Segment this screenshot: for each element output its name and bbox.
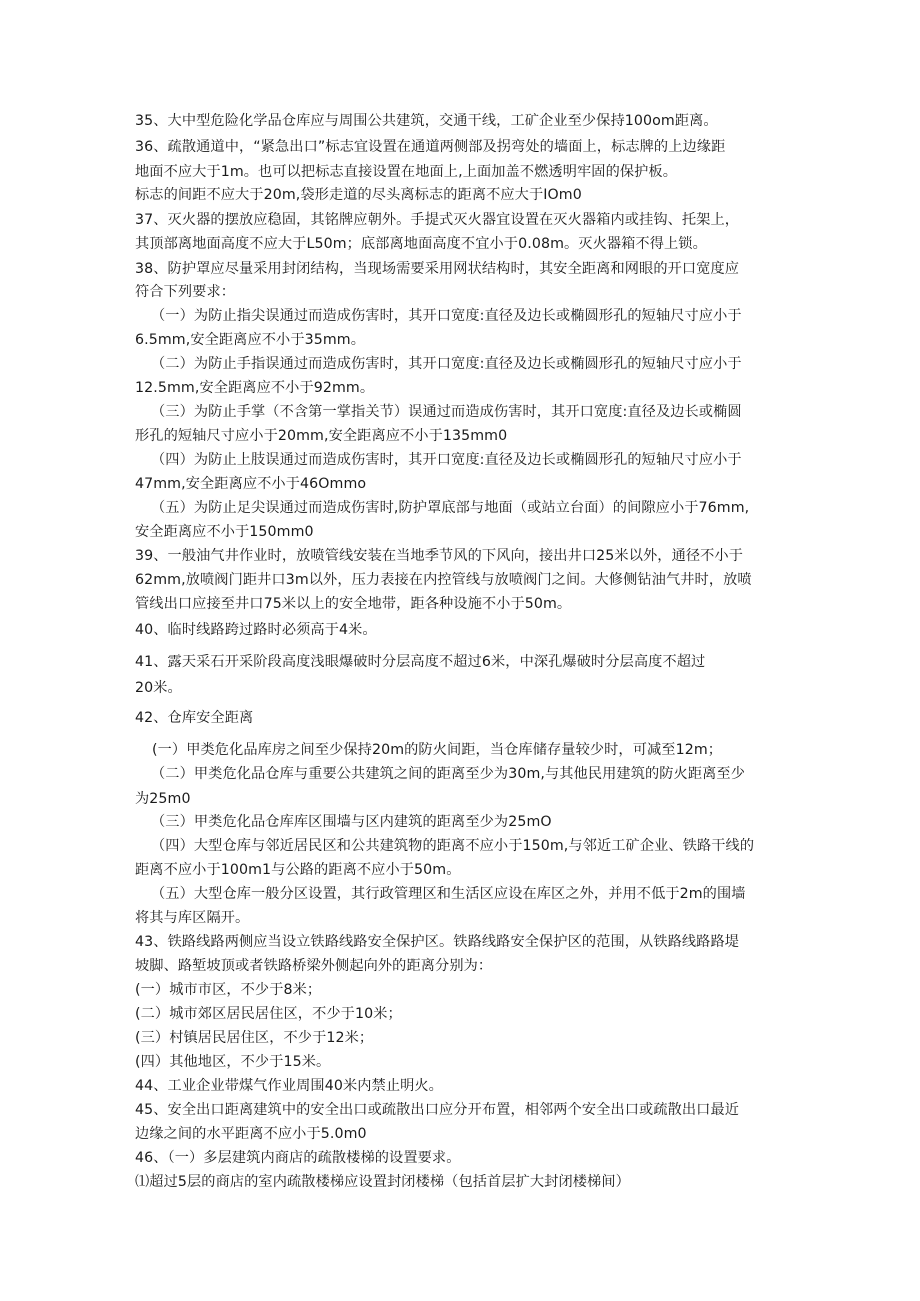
text-line: （二）甲类危化品仓库与重要公共建筑之间的距离至少为30m,与其他民用建筑的防火距离至少 <box>151 766 745 782</box>
text-line: 43、铁路线路两侧应当设立铁路线路安全保护区。铁路线路安全保护区的范围，从铁路线路路堤 <box>135 934 740 950</box>
text-line: 38、防护罩应尽量采用封闭结构，当现场需要采用网状结构时，其安全距离和网眼的开口宽度应 <box>135 261 740 277</box>
text-line: （五）为防止足尖误通过而造成伤害时,防护罩底部与地面（或站立台面）的间隙应小于76mm, <box>151 500 750 516</box>
text-line: 20米。 <box>135 680 182 696</box>
text-line: 40、临时线路跨过路时必须高于4米。 <box>135 622 377 638</box>
text-line: 45、安全出口距离建筑中的安全出口或疏散出口应分开布置，相邻两个安全出口或疏散出口最近 <box>135 1102 740 1118</box>
text-line: 坡脚、路堑坡顶或者铁路桥梁外侧起向外的距离分别为： <box>135 958 493 974</box>
text-line: 62mm,放喷阀门距井口3m以外，压力表接在内控管线与放喷阀门之间。大修侧钻油气井时，放喷 <box>135 572 752 588</box>
text-line: （一）为防止指尖误通过而造成伤害时，其开口宽度:直径及边长或椭圆形孔的短轴尺寸应小于 <box>151 308 742 324</box>
text-line: （三）为防止手掌（不含第一掌指关节）误通过而造成伤害时，其开口宽度:直径及边长或椭圆 <box>151 404 742 420</box>
text-line: 44、工业企业带煤气作业周围40米内禁止明火。 <box>135 1078 443 1094</box>
text-line: （四）为防止上肢误通过而造成伤害时，其开口宽度:直径及边长或椭圆形孔的短轴尺寸应小于 <box>151 452 742 468</box>
text-line: （五）大型仓库一般分区设置，其行政管理区和生活区应设在库区之外，并用不低于2m的围墙 <box>151 886 746 902</box>
text-line: 其顶部离地面高度不应大于L50m；底部离地面高度不宜小于0.08m。灭火器箱不得上锁。 <box>135 236 707 252</box>
text-line: 12.5mm,安全距离应不小于92mm。 <box>135 380 375 396</box>
text-line: 42、仓库安全距离 <box>135 710 254 726</box>
text-line: 47mm,安全距离应不小于46Ommo <box>135 476 367 492</box>
text-line: 安全距离应不小于150mm0 <box>135 524 314 540</box>
text-line: 41、露天采石开采阶段高度浅眼爆破时分层高度不超过6米，中深孔爆破时分层高度不超过 <box>135 654 706 670</box>
text-line: 形孔的短轴尺寸应小于20mm,安全距离应不小于135mm0 <box>135 428 508 444</box>
text-line: 标志的间距不应大于20m,袋形走道的尽头离标志的距离不应大于IOm0 <box>135 187 582 203</box>
text-line: 将其与库区隔开。 <box>135 910 250 926</box>
text-line: ⑴超过5层的商店的室内疏散楼梯应设置封闭楼梯（包括首层扩大封闭楼梯间） <box>135 1174 630 1190</box>
text-line: 37、灭火器的摆放应稳固，其铭牌应朝外。手提式灭火器宜设置在灭火器箱内或挂钩、托架上， <box>135 212 740 228</box>
text-line: (一）甲类危化品库房之间至少保持20m的防火间距，当仓库储存量较少时，可减至12m； <box>152 742 723 758</box>
text-line: 边缘之间的水平距离不应小于5.0m0 <box>135 1126 367 1142</box>
text-line: （二）为防止手指误通过而造成伤害时，其开口宽度:直径及边长或椭圆形孔的短轴尺寸应小于 <box>151 356 742 372</box>
text-line: (一）城市市区，不少于8米； <box>135 982 322 998</box>
text-line: 管线出口应接至井口75米以上的安全地带，距各种设施不小于50m。 <box>135 596 572 612</box>
text-line: 符合下列要求： <box>135 284 236 300</box>
text-line: 6.5mm,安全距离应不小于35mm。 <box>135 332 365 348</box>
text-line: 46、（一）多层建筑内商店的疏散楼梯的设置要求。 <box>135 1150 461 1166</box>
text-line: 地面不应大于1m。也可以把标志直接设置在地面上,上面加盖不燃透明牢固的保护板。 <box>135 164 678 180</box>
text-line: (二）城市郊区居民居住区，不少于10米； <box>135 1006 402 1022</box>
text-line: (四）其他地区，不少于15米。 <box>135 1054 331 1070</box>
text-line: 39、一般油气井作业时，放喷管线安装在当地季节风的下风向，接出井口25米以外，通径不小于 <box>135 548 744 564</box>
text-line: 为25m0 <box>135 791 191 807</box>
text-line: 距离不应小于100m1与公路的距离不应小于50m。 <box>135 862 461 878</box>
text-line: （三）甲类危化品仓库库区围墙与区内建筑的距离至少为25mO <box>151 814 552 830</box>
text-line: 36、疏散通道中，“紧急出口”标志宜设置在通道两侧部及拐弯处的墙面上，标志牌的上边缘距 <box>135 139 726 155</box>
text-line: (三）村镇居民居住区，不少于12米； <box>135 1030 374 1046</box>
text-line: （四）大型仓库与邻近居民区和公共建筑物的距离不应小于150m,与邻近工矿企业、铁路干线的 <box>151 838 755 854</box>
text-line: 35、大中型危险化学品仓库应与周围公共建筑，交通干线，工矿企业至少保持100om距离。 <box>135 113 718 129</box>
